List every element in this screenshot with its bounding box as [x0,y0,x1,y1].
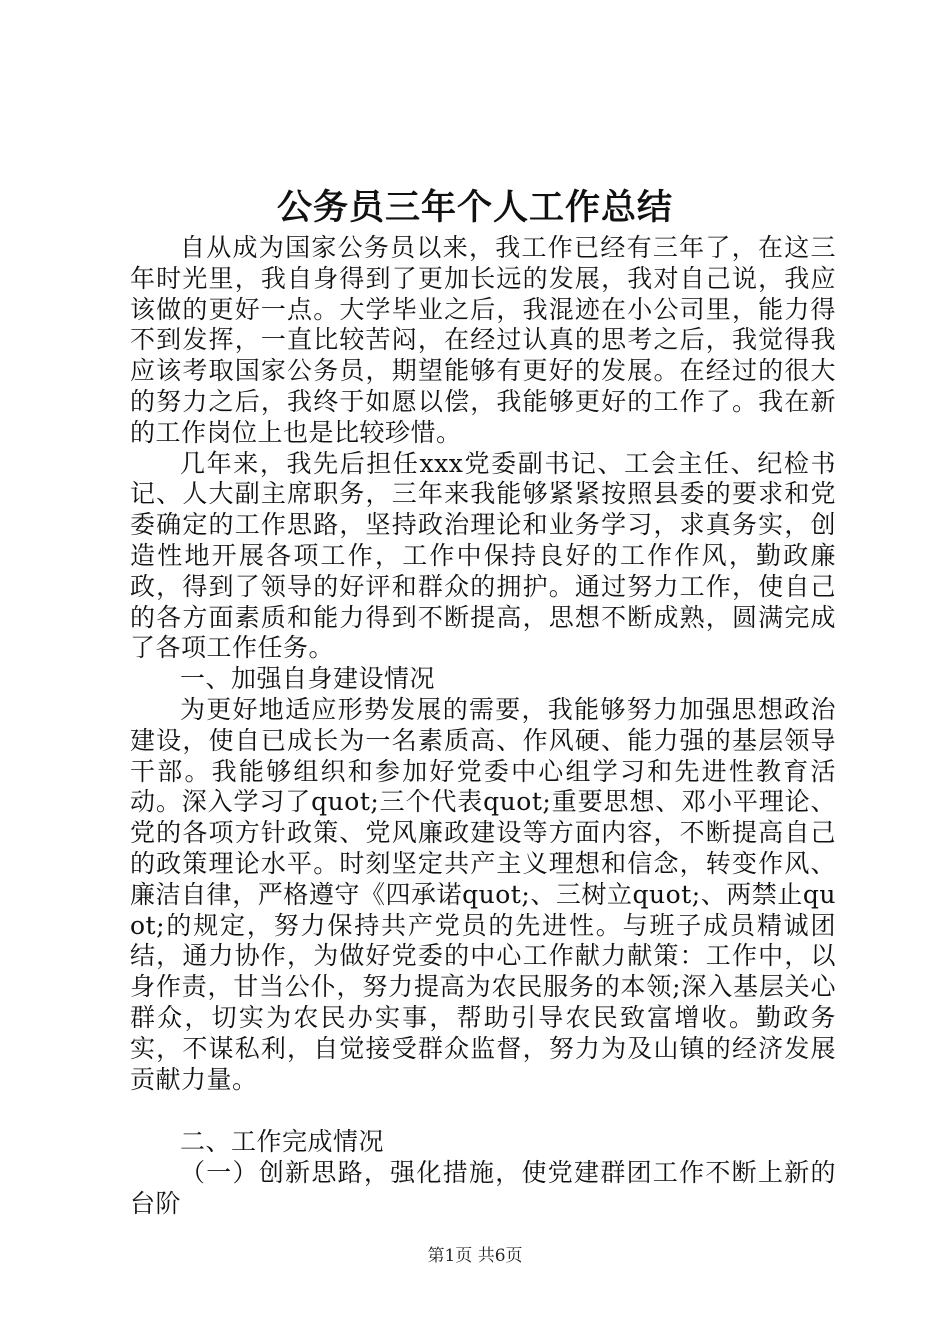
experience-paragraph: 几年来，我先后担任xxx党委副书记、工会主任、纪检书记、人大副主席职务，三年来我能够紧紧按照县委的要求和党委确定的工作思路，坚持政治理论和业务学习，求真务实，创造性地开展各项工作，工作中保持良好的工作作风，勤政廉政，得到了领导的好评和群众的拥护。通过努力工作，使自己的各方面素质和能力得到不断提高，思想不断成熟，圆满完成了各项工作任务。 [130,448,836,663]
page-footer: 第1页 共6页 [427,1246,523,1266]
document-body [130,233,836,1220]
document-title: 公务员三年个人工作总结 [276,187,673,228]
paragraph-spacer [130,1095,836,1127]
self-building-paragraph: 为更好地适应形势发展的需要，我能够努力加强思想政治建设，使自已成长为一名素质高、作风硬、能力强的基层领导干部。我能够组织和参加好党委中心组学习和先进性教育活动。深入学习了quot;三个代表quot;重要思想、邓小平理论、党的各项方针政策、党风廉政建设等方面内容，不断提高自己的政策理论水平。时刻坚定共产主义理想和信念，转变作风、廉洁自律，严格遵守《四承诺quot;、三树立quot;、两禁止quot;的规定，努力保持共产党员的先进性。与班子成员精诚团结，通力协作，为做好党委的中心工作献力献策：工作中，以身作责，甘当公仆，努力提高为农民服务的本领;深入基层关心群众，切实为农民办实事，帮助引导农民致富增收。勤政务实，不谋私利，自觉接受群众监督，努力为及山镇的经济发展贡献力量。 [130,694,836,1094]
intro-paragraph: 自从成为国家公务员以来，我工作已经有三年了，在这三年时光里，我自身得到了更加长远的发展，我对自己说，我应该做的更好一点。大学毕业之后，我混迹在小公司里，能力得不到发挥，一直比较苦闷，在经过认真的思考之后，我觉得我应该考取国家公务员，期望能够有更好的发展。在经过的很大的努力之后，我终于如愿以偿，我能够更好的工作了。我在新的工作岗位上也是比较珍惜。 [130,233,836,447]
section-heading-work-completion: 二、工作完成情况 [180,1127,385,1157]
section-heading-self-building: 一、加强自身建设情况 [180,664,436,694]
subsection-heading-innovation: （一）创新思路，强化措施，使党建群团工作不断上新的台阶 [130,1158,836,1218]
